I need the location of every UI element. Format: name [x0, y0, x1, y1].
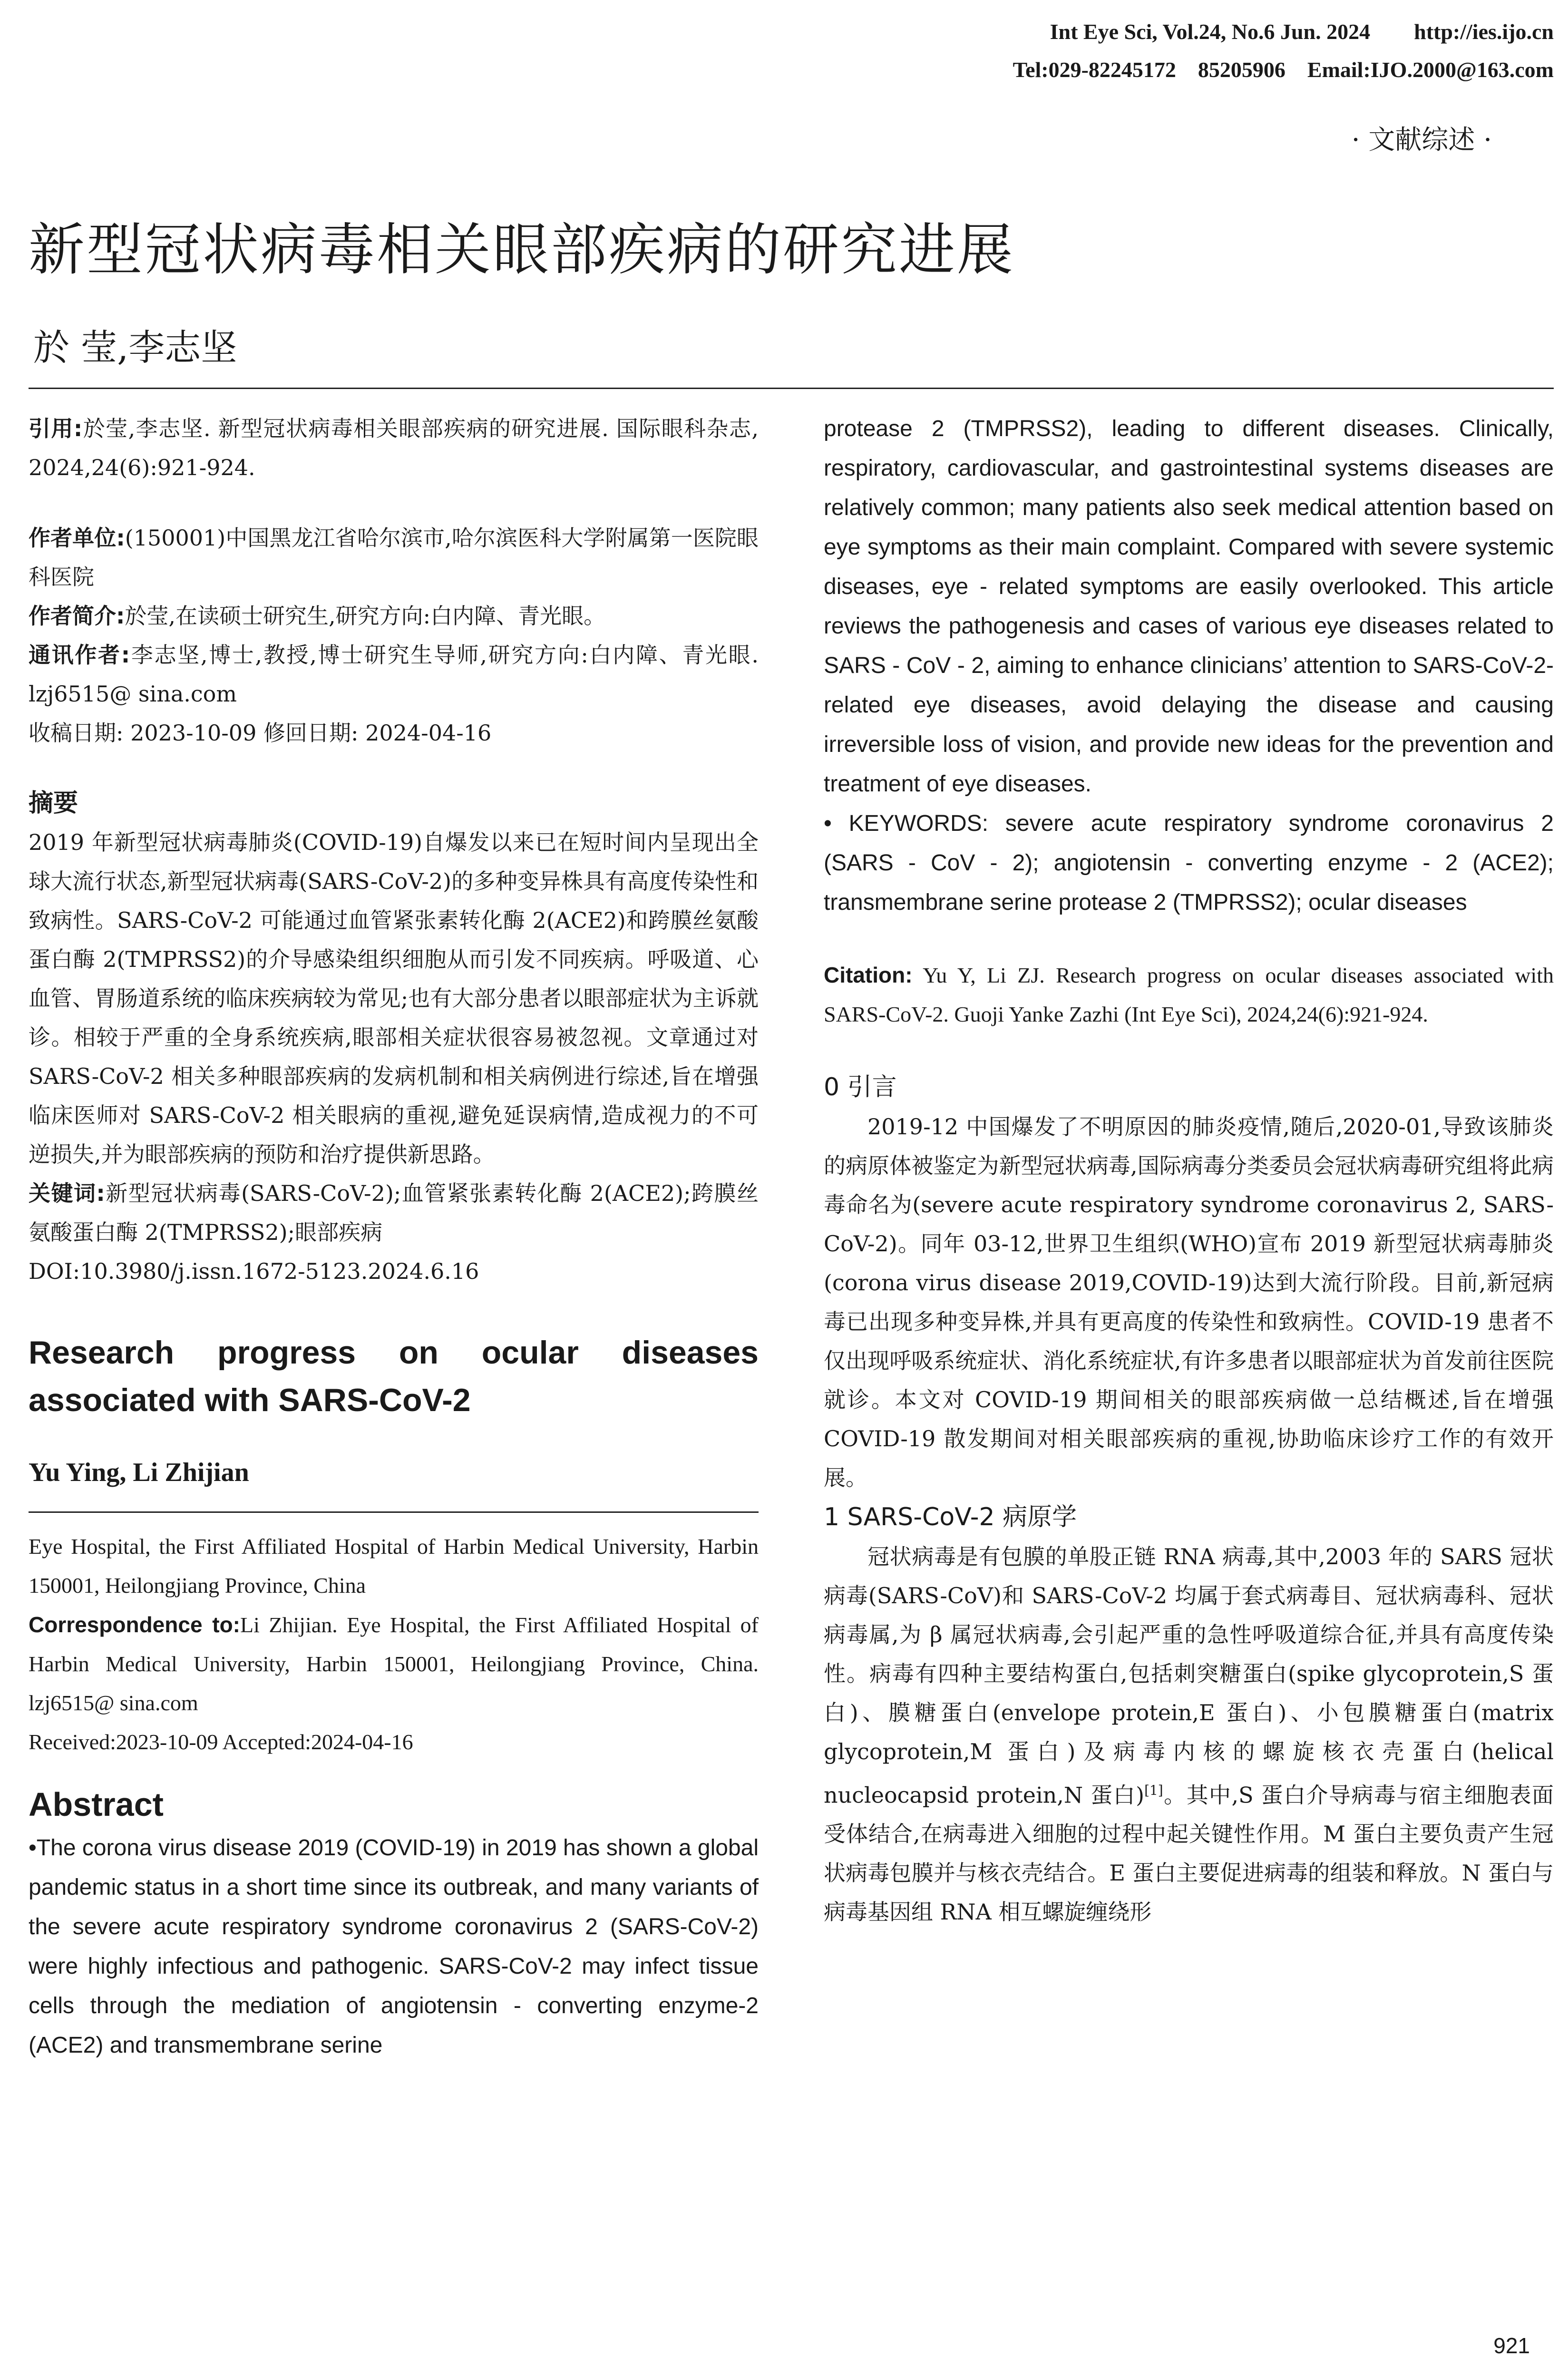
english-abstract-continued: protease 2 (TMPRSS2), leading to different diseases. Clinically, respiratory, cardiovascular, and gastrointestinal systems diseases are relatively common; many patients also seek medical attention based on eye symptoms as their main complaint. Compared with severe systemic diseases, eye - related symptoms are easily overlooked. This article reviews the pathogenesis and cases of various eye diseases related to SARS - CoV - 2, aiming to enhance clinicians’ attention to SARS-CoV-2-related eye diseases, avoid delaying the disease and causing irreversible loss of vision, and provide new ideas for the prevention and treatment of eye diseases. — [824, 416, 1554, 797]
section-1-text: 冠状病毒是有包膜的单股正链 RNA 病毒,其中,2003 年的 SARS 冠状病毒(SARS-CoV)和 SARS-CoV-2 均属于套式病毒目、冠状病毒科、冠状病毒属,为 β 属冠状病毒,会引起严重的急性呼吸道综合征,并具有高度传染性。病毒有四种主要结构蛋白,包括刺突糖蛋白(spike glycoprotein,S 蛋白)、膜糖蛋白(envelope protein,E 蛋白)、小包膜糖蛋白(matrix glycoprotein,M 蛋白)及病毒内核的螺旋核衣壳蛋白(helical nucleocapsid protein,N 蛋白)[1]。其中,S 蛋白介导病毒与宿主细胞表面受体结合,在病毒进入细胞的过程中起关键性作用。M 蛋白主要负责产生冠状病毒包膜并与核衣壳结合。E 蛋白主要促进病毒的组装和释放。N 蛋白与病毒基因组 RNA 相互螺旋缠绕形 — [824, 1544, 1554, 1925]
journal-header-line2: Tel:029-82245172 85205906 Email:IJO.2000@163.com — [1013, 58, 1554, 82]
article-authors: 於 莹,李志坚 — [33, 326, 237, 369]
doi: DOI:10.3980/j.issn.1672-5123.2024.6.16 — [29, 1258, 479, 1284]
author-unit: 作者单位:(150001)中国黑龙江省哈尔滨市,哈尔滨医科大学附属第一医院眼科医院 — [29, 525, 759, 590]
journal-header-line1: Int Eye Sci, Vol.24, No.6 Jun. 2024 http://ies.ijo.cn — [1050, 19, 1554, 44]
english-title: Research progress on ocular diseases associated with SARS-CoV-2 — [29, 1335, 759, 1418]
abstract-heading-cn: 摘要 — [29, 789, 78, 818]
english-abstract-heading: Abstract — [29, 1786, 164, 1823]
section-0-heading: 0 引言 — [824, 1073, 897, 1101]
right-column — [824, 409, 1554, 1931]
english-authors: Yu Ying, Li Zhijian — [29, 1458, 249, 1487]
english-keywords: • KEYWORDS: severe acute respiratory syndrome coronavirus 2 (SARS - CoV - 2); angiotensin - converting enzyme - 2 (ACE2); transmembrane serine protease 2 (TMPRSS2); ocular diseases — [824, 811, 1554, 915]
header-divider — [29, 388, 1554, 389]
citation-cn: 引用:於莹,李志坚. 新型冠状病毒相关眼部疾病的研究进展. 国际眼科杂志, 2024,24(6):921-924. — [29, 416, 759, 480]
left-column — [29, 409, 759, 2065]
english-citation: Citation: Yu Y, Li ZJ. Research progress on ocular diseases associated with SARS-CoV-2. Guoji Yanke Zazhi (Int Eye Sci), 2024,24(6):921-924. — [824, 963, 1554, 1026]
corresponding-author: 通讯作者:李志坚,博士,教授,博士研究生导师,研究方向:白内障、青光眼. lzj6515@ sina.com — [29, 642, 759, 707]
dates-cn: 收稿日期: 2023-10-09 修回日期: 2024-04-16 — [29, 720, 492, 746]
section-0-text: 2019-12 中国爆发了不明原因的肺炎疫情,随后,2020-01,导致该肺炎的病原体被鉴定为新型冠状病毒,国际病毒分类委员会冠状病毒研究组将此病毒命名为(severe acute respiratory syndrome coronavirus 2, SARS-CoV-2)。同年 03-12,世界卫生组织(WHO)宣布 2019 新型冠状病毒肺炎(corona virus disease 2019,COVID-19)达到大流行阶段。目前,新冠病毒已出现多种变异株,并具有更高度的传染性和致病性。COVID-19 患者不仅出现呼吸系统症状、消化系统症状,有许多患者以眼部症状为首发前往医院就诊。本文对 COVID-19 期间相关的眼部疾病做一总结概述,旨在增强 COVID-19 散发期间对相关眼部疾病的重视,协助临床诊疗工作的有效开展。 — [824, 1114, 1554, 1490]
english-abstract: •The corona virus disease 2019 (COVID-19) in 2019 has shown a global pandemic status in a short time since its outbreak, and many variants of the severe acute respiratory syndrome coronavirus 2 (SARS-CoV-2) were highly infectious and pathogenic. SARS-CoV-2 may infect tissue cells through the mediation of angiotensin - converting enzyme-2 (ACE2) and transmembrane serine — [29, 1835, 759, 2058]
english-correspondence: Correspondence to:Li Zhijian. Eye Hospital, the First Affiliated Hospital of Harbin Medical University, Harbin 150001, Heilongjiang Province, China. lzj6515@ sina.com — [29, 1612, 759, 1715]
page-number: 921 — [1493, 2333, 1530, 2358]
reference-marker[interactable]: [1] — [1144, 1783, 1163, 1798]
keywords-cn: 关键词:新型冠状病毒(SARS-CoV-2);血管紧张素转化酶 2(ACE2);跨膜丝氨酸蛋白酶 2(TMPRSS2);眼部疾病 — [29, 1180, 759, 1245]
abstract-cn: 2019 年新型冠状病毒肺炎(COVID-19)自爆发以来已在短时间内呈现出全球大流行状态,新型冠状病毒(SARS-CoV-2)的多种变异株具有高度传染性和致病性。SARS-CoV-2 可能通过血管紧张素转化酶 2(ACE2)和跨膜丝氨酸蛋白酶 2(TMPRSS2)的介导感染组织细胞从而引发不同疾病。呼吸道、心血管、胃肠道系统的临床疾病较为常见;也有大部分患者以眼部症状为主诉就诊。相较于严重的全身系统疾病,眼部相关症状很容易被忽视。文章通过对 SARS-CoV-2 相关多种眼部疾病的发病机制和相关病例进行综述,旨在增强临床医师对 SARS-CoV-2 相关眼病的重视,避免延误病情,造成视力的不可逆损失,并为眼部疾病的预防和治疗提供新思路。 — [29, 829, 759, 1167]
author-bio: 作者简介:於莹,在读硕士研究生,研究方向:白内障、青光眼。 — [29, 603, 606, 629]
english-dates: Received:2023-10-09 Accepted:2024-04-16 — [29, 1730, 413, 1754]
article-title: 新型冠状病毒相关眼部疾病的研究进展 — [29, 217, 1015, 283]
section-tag: · 文献综述 · — [1351, 125, 1492, 156]
section-1-heading: 1 SARS-CoV-2 病原学 — [824, 1503, 1077, 1531]
english-affiliation: Eye Hospital, the First Affiliated Hospital of Harbin Medical University, Harbin 150001, Heilongjiang Province, China — [29, 1534, 759, 1598]
